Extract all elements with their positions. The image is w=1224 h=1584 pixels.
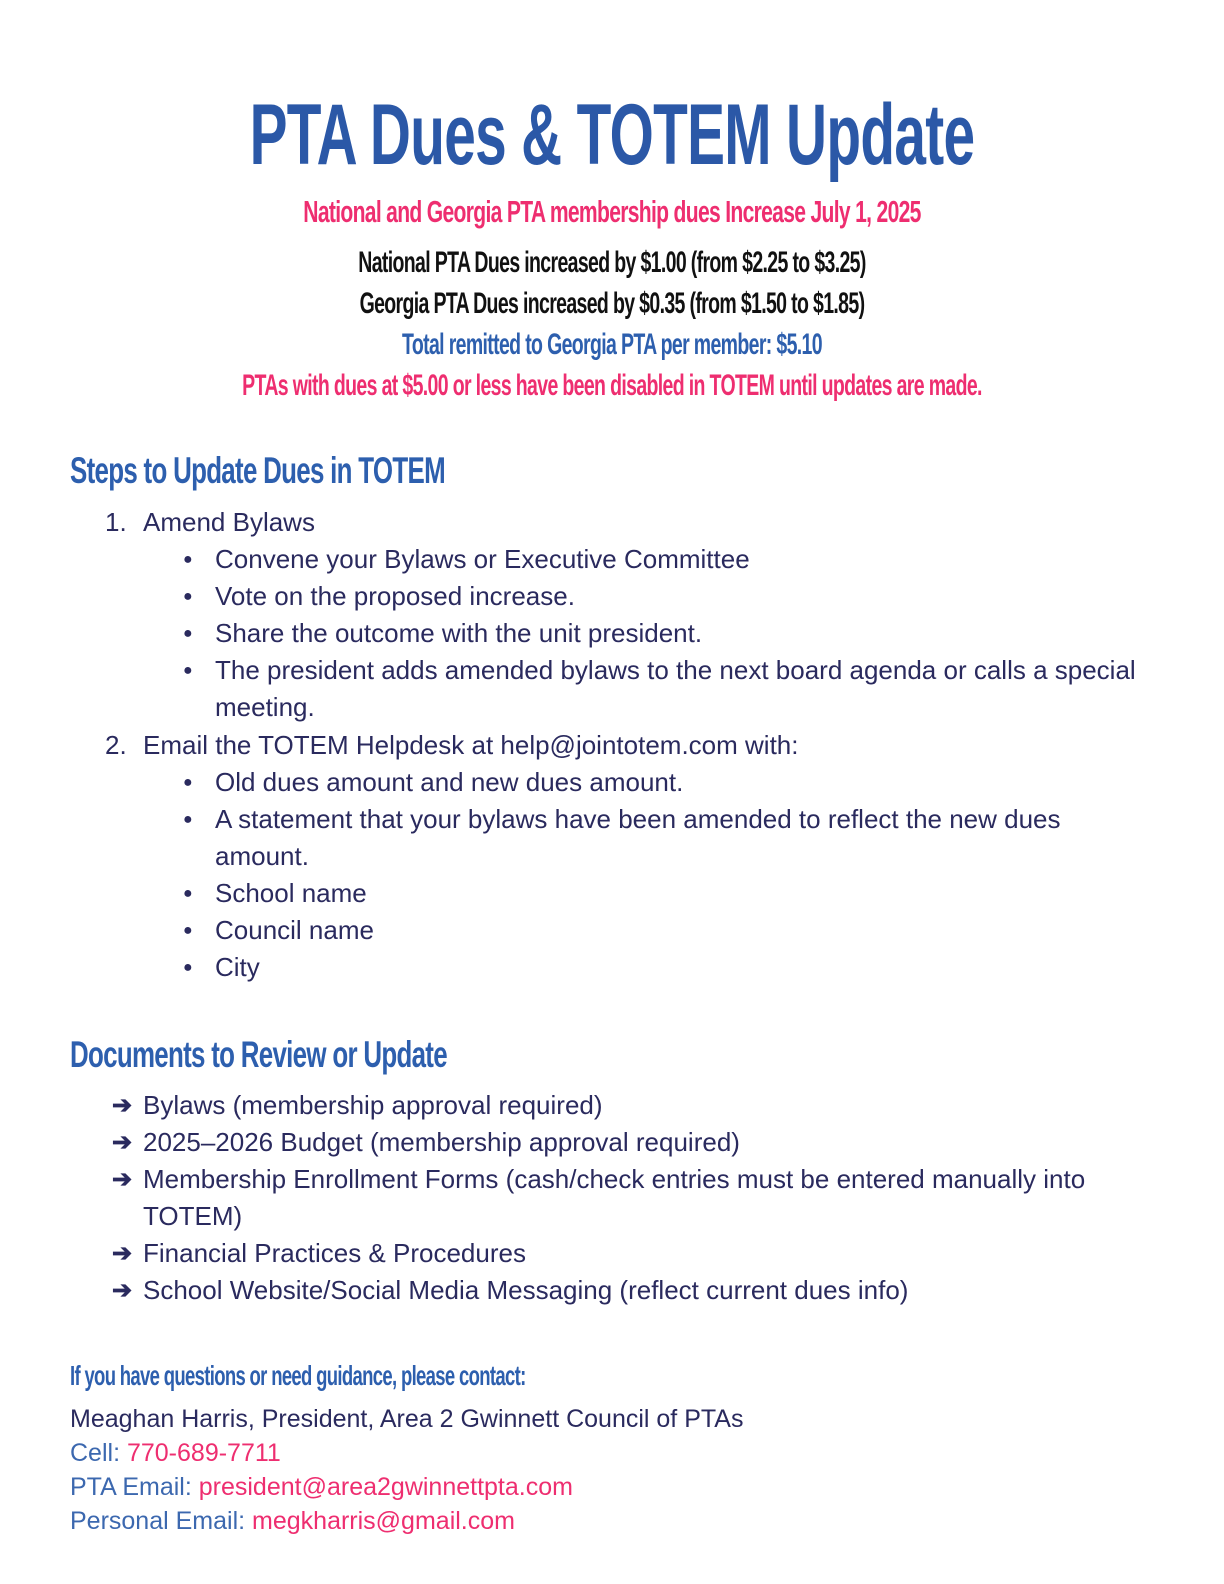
bullet-text: Vote on the proposed increase. [215,581,575,612]
subtitle-dues-increase: National and Georgia PTA membership dues Increase July 1, 2025 [303,194,921,229]
line-georgia-dues: Georgia PTA Dues increased by $0.35 (from $1.50 to $1.85) [359,286,865,320]
line-total-remitted: Total remitted to Georgia PTA per member: $5.10 [402,327,822,361]
list-item [0,1161,1224,1235]
arrow-icon: ➔ [112,1092,133,1120]
bullet-text: Council name [215,915,374,946]
steps-section [0,449,1224,987]
pta-email-label: PTA Email: [70,1473,192,1502]
list-item [0,652,1224,726]
line-national-dues: National PTA Dues increased by $1.00 (from $2.25 to $3.25) [358,245,866,279]
bullet-icon: ● [183,959,193,977]
bullet-text: Convene your Bylaws or Executive Committee [215,544,750,575]
step-number: 1. [105,507,127,538]
list-item [0,541,1224,578]
masthead [0,87,1224,406]
document-item-text: Membership Enrollment Forms (cash/check entries must be entered manually into TOTEM) [143,1164,1086,1232]
list-item [0,875,1224,912]
bullet-text: Share the outcome with the unit president. [215,618,703,649]
documents-section [0,1036,1224,1309]
contact-section [0,1361,1224,1538]
cell-phone-link[interactable]: 770-689-7711 [126,1439,281,1468]
contact-heading: If you have questions or need guidance, please contact: [70,1360,526,1392]
bullet-text: A statement that your bylaws have been amended to reflect the new dues amount. [215,804,1061,872]
step-1-bullet-list [0,541,1224,726]
personal-email-label: Personal Email: [70,1507,246,1536]
list-item [0,912,1224,949]
pta-email-link[interactable]: president@area2gwinnettpta.com [198,1473,573,1502]
list-item [0,1087,1224,1124]
list-item [0,1124,1224,1161]
list-item [0,578,1224,615]
contact-lines [70,1402,1224,1538]
bullet-text: City [215,952,260,983]
line-totem-disabled: PTAs with dues at $5.00 or less have been disabled in TOTEM until updates are made. [242,368,982,402]
arrow-icon: ➔ [112,1129,133,1157]
contact-cell-line [70,1436,1224,1470]
document-item-text: School Website/Social Media Messaging (reflect current dues info) [143,1275,909,1306]
step-label: Email the TOTEM Helpdesk at help@jointotem.com with: [143,730,799,761]
steps-heading: Steps to Update Dues in TOTEM [70,449,445,491]
bullet-text: The president adds amended bylaws to the next board agenda or calls a special meeting. [215,655,1136,723]
list-item [0,1272,1224,1309]
personal-email-link[interactable]: megkharris@gmail.com [252,1507,515,1536]
documents-list [0,1087,1224,1309]
bullet-text: School name [215,878,367,909]
arrow-icon: ➔ [112,1166,133,1194]
contact-pta-email-line [70,1470,1224,1504]
document-item-text: 2025–2026 Budget (membership approval required) [143,1127,740,1158]
list-item [0,949,1224,986]
step-number: 2. [105,730,127,761]
arrow-icon: ➔ [112,1240,133,1268]
list-item [0,801,1224,875]
page-title: PTA Dues & TOTEM Update [249,87,975,183]
contact-name-line: Meaghan Harris, President, Area 2 Gwinnett Council of PTAs [70,1405,744,1434]
step-item-amend-bylaws [0,504,1224,541]
bullet-icon: ● [183,551,193,569]
bullet-icon: ● [183,774,193,792]
step-item-email-helpdesk [0,727,1224,764]
bullet-icon: ● [183,588,193,606]
arrow-icon: ➔ [112,1277,133,1305]
bullet-icon: ● [183,662,193,680]
bullet-text: Old dues amount and new dues amount. [215,767,684,798]
step-label: Amend Bylaws [143,507,315,538]
document-item-text: Bylaws (membership approval required) [143,1090,603,1121]
list-item [0,764,1224,801]
cell-label: Cell: [70,1439,121,1468]
list-item [0,615,1224,652]
list-item [0,1235,1224,1272]
bullet-icon: ● [183,625,193,643]
documents-heading: Documents to Review or Update [70,1034,447,1076]
document-item-text: Financial Practices & Procedures [143,1238,526,1269]
contact-personal-email-line [70,1504,1224,1538]
bullet-icon: ● [183,811,193,829]
bullet-icon: ● [183,885,193,903]
step-2-bullet-list [0,764,1224,986]
bullet-icon: ● [183,922,193,940]
